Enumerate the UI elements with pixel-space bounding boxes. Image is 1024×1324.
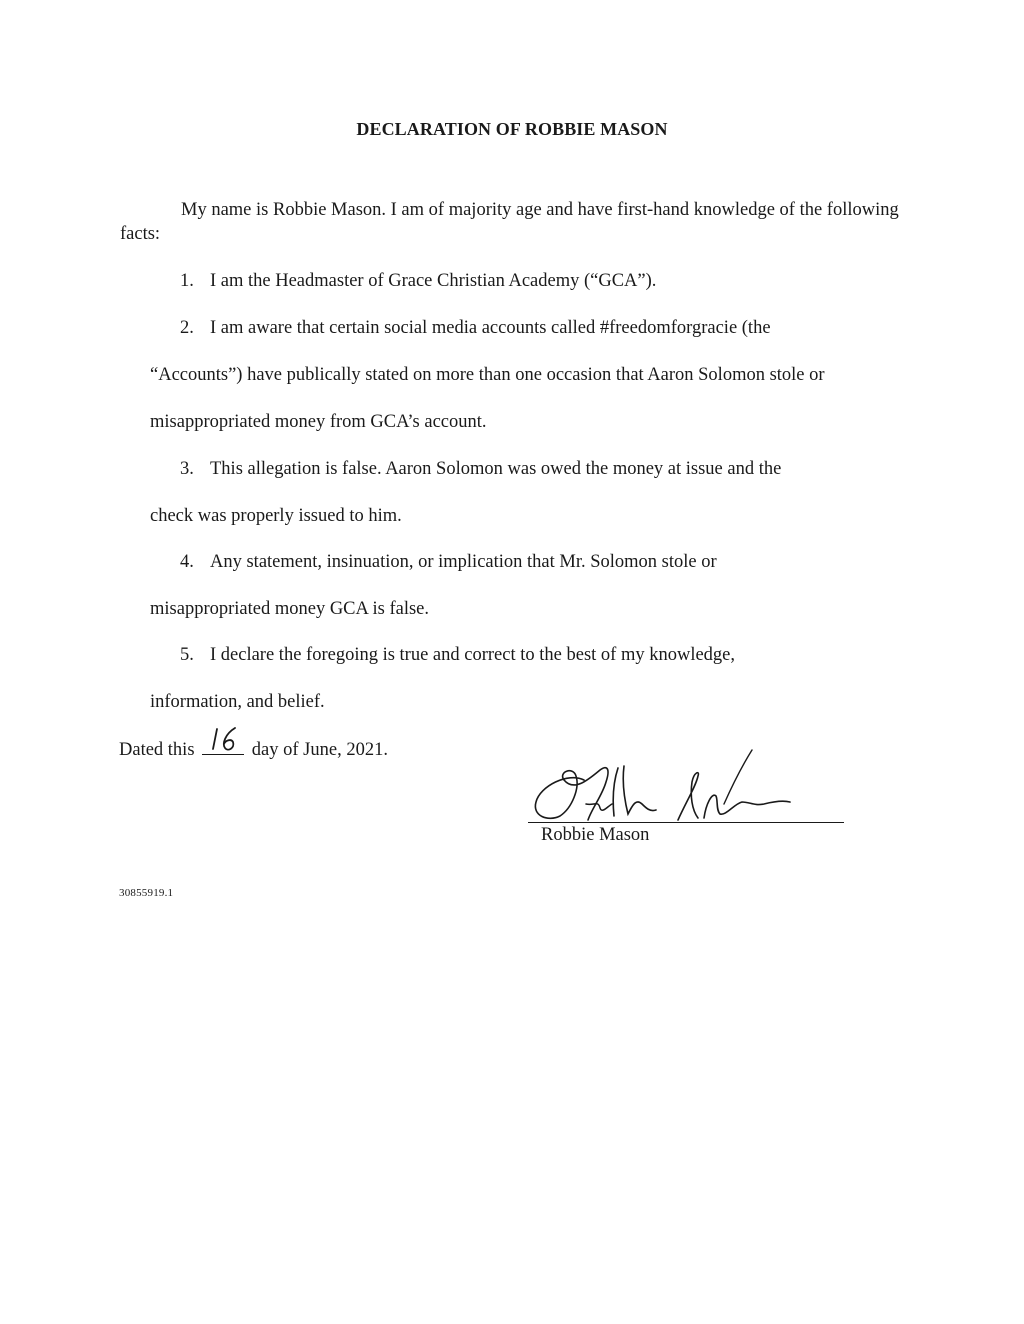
handwritten-day <box>202 738 244 755</box>
paragraph-number: 2. <box>180 318 194 338</box>
paragraph-number: 1. <box>180 271 194 291</box>
signer-name: Robbie Mason <box>541 825 650 845</box>
paragraph-line: information, and belief. <box>150 692 325 712</box>
paragraph-line: I am the Headmaster of Grace Christian Academy (“GCA”). <box>210 271 657 291</box>
paragraph-line: “Accounts”) have publically stated on more than one occasion that Aaron Solomon stole or <box>150 365 825 385</box>
paragraph-number: 3. <box>180 459 194 479</box>
numbered-paragraph-3 <box>150 446 910 540</box>
document-title: DECLARATION OF ROBBIE MASON <box>356 119 668 139</box>
intro-paragraph: My name is Robbie Mason. I am of majority age and have first-hand knowledge of the following facts: <box>120 200 899 244</box>
paragraph-line: check was properly issued to him. <box>150 506 402 526</box>
document-number: 30855919.1 <box>119 887 174 899</box>
numbered-paragraph-2 <box>150 305 910 446</box>
dated-line <box>119 738 388 761</box>
paragraph-line: Any statement, insinuation, or implication that Mr. Solomon stole or <box>210 552 717 572</box>
signature-line <box>528 822 844 823</box>
paragraph-number: 5. <box>180 645 194 665</box>
numbered-paragraph-1 <box>150 258 910 305</box>
paragraph-line: This allegation is false. Aaron Solomon was owed the money at issue and the <box>210 459 782 479</box>
handwritten-day-icon <box>205 724 245 754</box>
numbered-paragraph-5 <box>150 632 910 726</box>
paragraph-number: 4. <box>180 552 194 572</box>
paragraph-line: I declare the foregoing is true and correct to the best of my knowledge, <box>210 645 736 665</box>
paragraph-line: misappropriated money from GCA’s account. <box>150 412 487 432</box>
dated-prefix: Dated this <box>119 740 195 760</box>
numbered-paragraph-4 <box>150 539 910 633</box>
paragraph-line: I am aware that certain social media accounts called #freedomforgracie (the <box>210 318 771 338</box>
dated-suffix: day of June, 2021. <box>251 740 388 760</box>
paragraph-line: misappropriated money GCA is false. <box>150 599 429 619</box>
handwritten-signature <box>528 746 844 828</box>
